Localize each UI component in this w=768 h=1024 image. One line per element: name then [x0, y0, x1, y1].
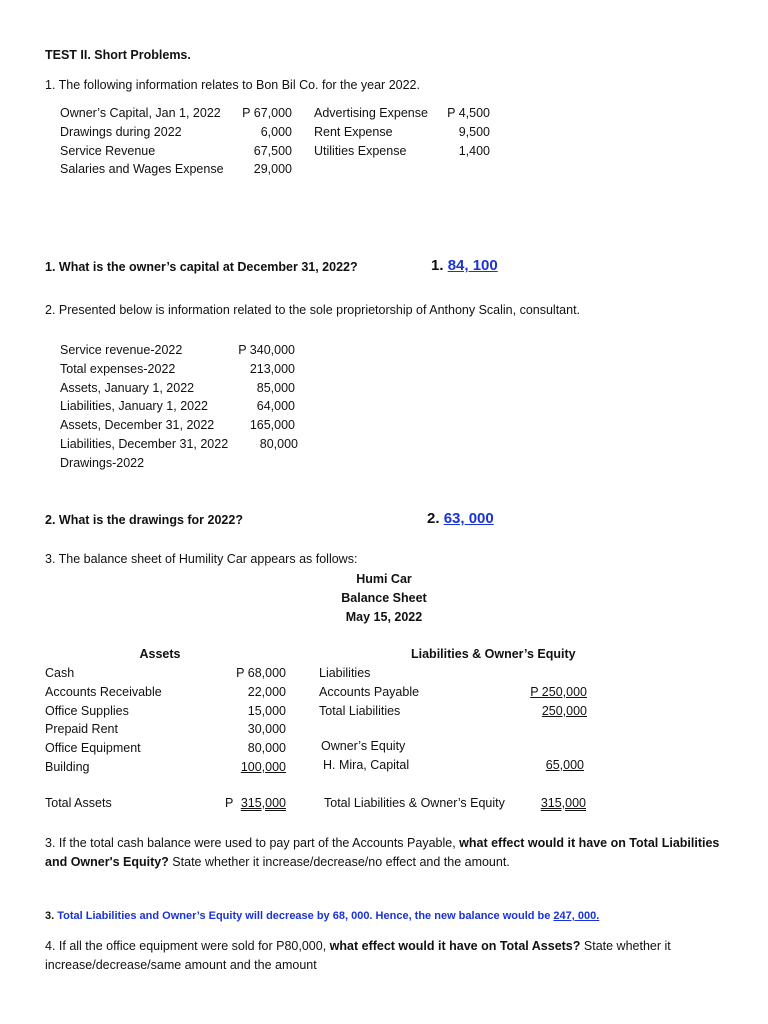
liability-values	[505, 683, 587, 721]
asset-values	[210, 664, 286, 777]
answer-value: 247, 000.	[553, 910, 600, 922]
liabilities-header: Liabilities & Owner’s Equity	[411, 647, 576, 661]
p2-value: 85,000	[256, 380, 295, 395]
liability-label: Accounts Payable	[319, 684, 420, 699]
ap-value: P 250,000	[530, 685, 587, 699]
problem-2-answer	[427, 510, 494, 527]
asset-value: P 68,000	[236, 666, 286, 680]
asset-label: Office Equipment	[45, 741, 141, 756]
answer-number: 1.	[431, 257, 444, 274]
answer-value: 84, 100	[447, 257, 498, 274]
p1-value: 1,400	[458, 143, 490, 158]
asset-value: 22,000	[247, 684, 286, 699]
capital-label: H. Mira, Capital	[323, 758, 410, 772]
total-assets-label: Total Assets	[45, 796, 112, 810]
problem-1-intro: 1. The following information relates to Bon Bil Co. for the year 2022.	[45, 78, 420, 92]
asset-label: Accounts Receivable	[45, 684, 162, 699]
p1-label: Rent Expense	[314, 124, 393, 139]
answer-text: Total Liabilities and Owner’s Equity will decrease by 68, 000. Hence, the new balance would be	[57, 910, 554, 922]
liability-value	[505, 702, 587, 721]
liability-value	[505, 683, 587, 702]
liability-label: Total Liabilities	[319, 703, 401, 718]
q3-text: 3. If the total cash balance were used to pay part of the Accounts Payable,	[45, 836, 460, 850]
answer-number: 2.	[427, 510, 440, 527]
p2-value	[220, 435, 298, 454]
page-heading: TEST II. Short Problems.	[45, 48, 191, 62]
asset-value: 30,000	[247, 722, 286, 737]
p2-value: 64,000	[256, 399, 295, 414]
p1-value: P 4,500	[447, 106, 490, 120]
p1-label: Service Revenue	[60, 143, 156, 158]
p1-left-values	[222, 104, 292, 179]
problem-4-question	[45, 937, 735, 975]
q3-rest-text: State whether it increase/decrease/no effect and the amount.	[168, 854, 510, 869]
company-name: Humi Car	[356, 572, 412, 586]
equity-label: Owner’s Equity	[321, 739, 406, 753]
balance-sheet-title	[284, 570, 484, 626]
p1-right-labels	[314, 104, 428, 160]
q3-bold-text: what effect would it have on Total Liabilities and Owner's Equity?	[45, 836, 720, 869]
p1-label: Drawings during 2022	[60, 124, 182, 139]
p2-values	[220, 341, 298, 454]
p2-value: 213,000	[249, 361, 295, 376]
q4-text: 4. If all the office equipment were sold for P80,000,	[45, 939, 330, 953]
p1-left-labels	[60, 104, 224, 179]
capital-value-wrap	[520, 758, 584, 772]
p2-value: P 340,000	[238, 343, 295, 357]
tl-value: 250,000	[541, 703, 587, 718]
p1-label: Owner’s Capital, Jan 1, 2022	[60, 106, 221, 120]
p1-value: 29,000	[253, 162, 292, 177]
asset-value	[210, 758, 286, 777]
statement-date: May 15, 2022	[345, 609, 423, 624]
problem-3-intro: 3. The balance sheet of Humility Car appears as follows:	[45, 552, 358, 566]
p1-label: Salaries and Wages Expense	[60, 162, 224, 177]
total-le-value-wrap	[520, 796, 586, 810]
asset-value-text: 100,000	[240, 759, 286, 774]
p1-value: P 67,000	[242, 106, 292, 120]
problem-1-question: 1. What is the owner’s capital at December 31, 2022?	[45, 260, 358, 274]
p2-labels	[60, 341, 228, 473]
p2-label: Assets, January 1, 2022	[60, 380, 195, 395]
p2-label: Drawings-2022	[60, 455, 145, 470]
assets-header: Assets	[139, 647, 181, 661]
q4-rest-text: State whether it increase/decrease/same amount and the amount	[45, 939, 671, 972]
problem-3-answer	[45, 910, 599, 922]
total-le-value: 315,000	[540, 796, 586, 810]
p2-label: Liabilities, January 1, 2022	[60, 399, 209, 414]
p1-value: 6,000	[260, 124, 292, 139]
answer-number: 3.	[45, 910, 55, 922]
asset-label: Cash	[45, 666, 75, 680]
p1-label: Utilities Expense	[314, 143, 407, 158]
asset-value: 15,000	[247, 703, 286, 718]
p2-label: Service revenue-2022	[60, 343, 183, 357]
total-assets-value-wrap	[230, 796, 286, 810]
problem-3-question	[45, 834, 735, 871]
asset-value: 80,000	[247, 741, 286, 756]
p2-value: 165,000	[249, 418, 295, 433]
asset-label: Building	[45, 759, 90, 774]
p1-value: 67,500	[253, 143, 292, 158]
q4-bold-text: what effect would it have on Total Assets?	[329, 939, 581, 953]
answer-value: 63, 000	[443, 510, 494, 527]
total-le-label: Total Liabilities & Owner’s Equity	[324, 796, 505, 810]
total-assets-value: 315,000	[240, 796, 286, 810]
asset-label: Prepaid Rent	[45, 722, 118, 737]
problem-2-question: 2. What is the drawings for 2022?	[45, 513, 243, 527]
liability-label: Liabilities	[319, 666, 371, 680]
problem-1-answer	[431, 257, 498, 274]
p2-label: Liabilities, December 31, 2022	[60, 436, 229, 451]
capital-value: 65,000	[545, 758, 584, 772]
asset-label: Office Supplies	[45, 703, 129, 718]
p2-label: Assets, December 31, 2022	[60, 418, 215, 433]
total-assets-p: P	[225, 796, 234, 810]
p1-value: 9,500	[458, 124, 490, 139]
statement-name: Balance Sheet	[341, 590, 427, 605]
asset-labels	[45, 664, 162, 777]
liability-labels	[319, 664, 419, 720]
problem-2-intro: 2. Presented below is information related to the sole proprietorship of Anthony Scalin, consultant.	[45, 303, 581, 317]
p1-right-values	[430, 104, 490, 160]
p1-label: Advertising Expense	[314, 106, 428, 120]
p2-label: Total expenses-2022	[60, 361, 176, 376]
p2-value-text: 80,000	[259, 436, 298, 451]
